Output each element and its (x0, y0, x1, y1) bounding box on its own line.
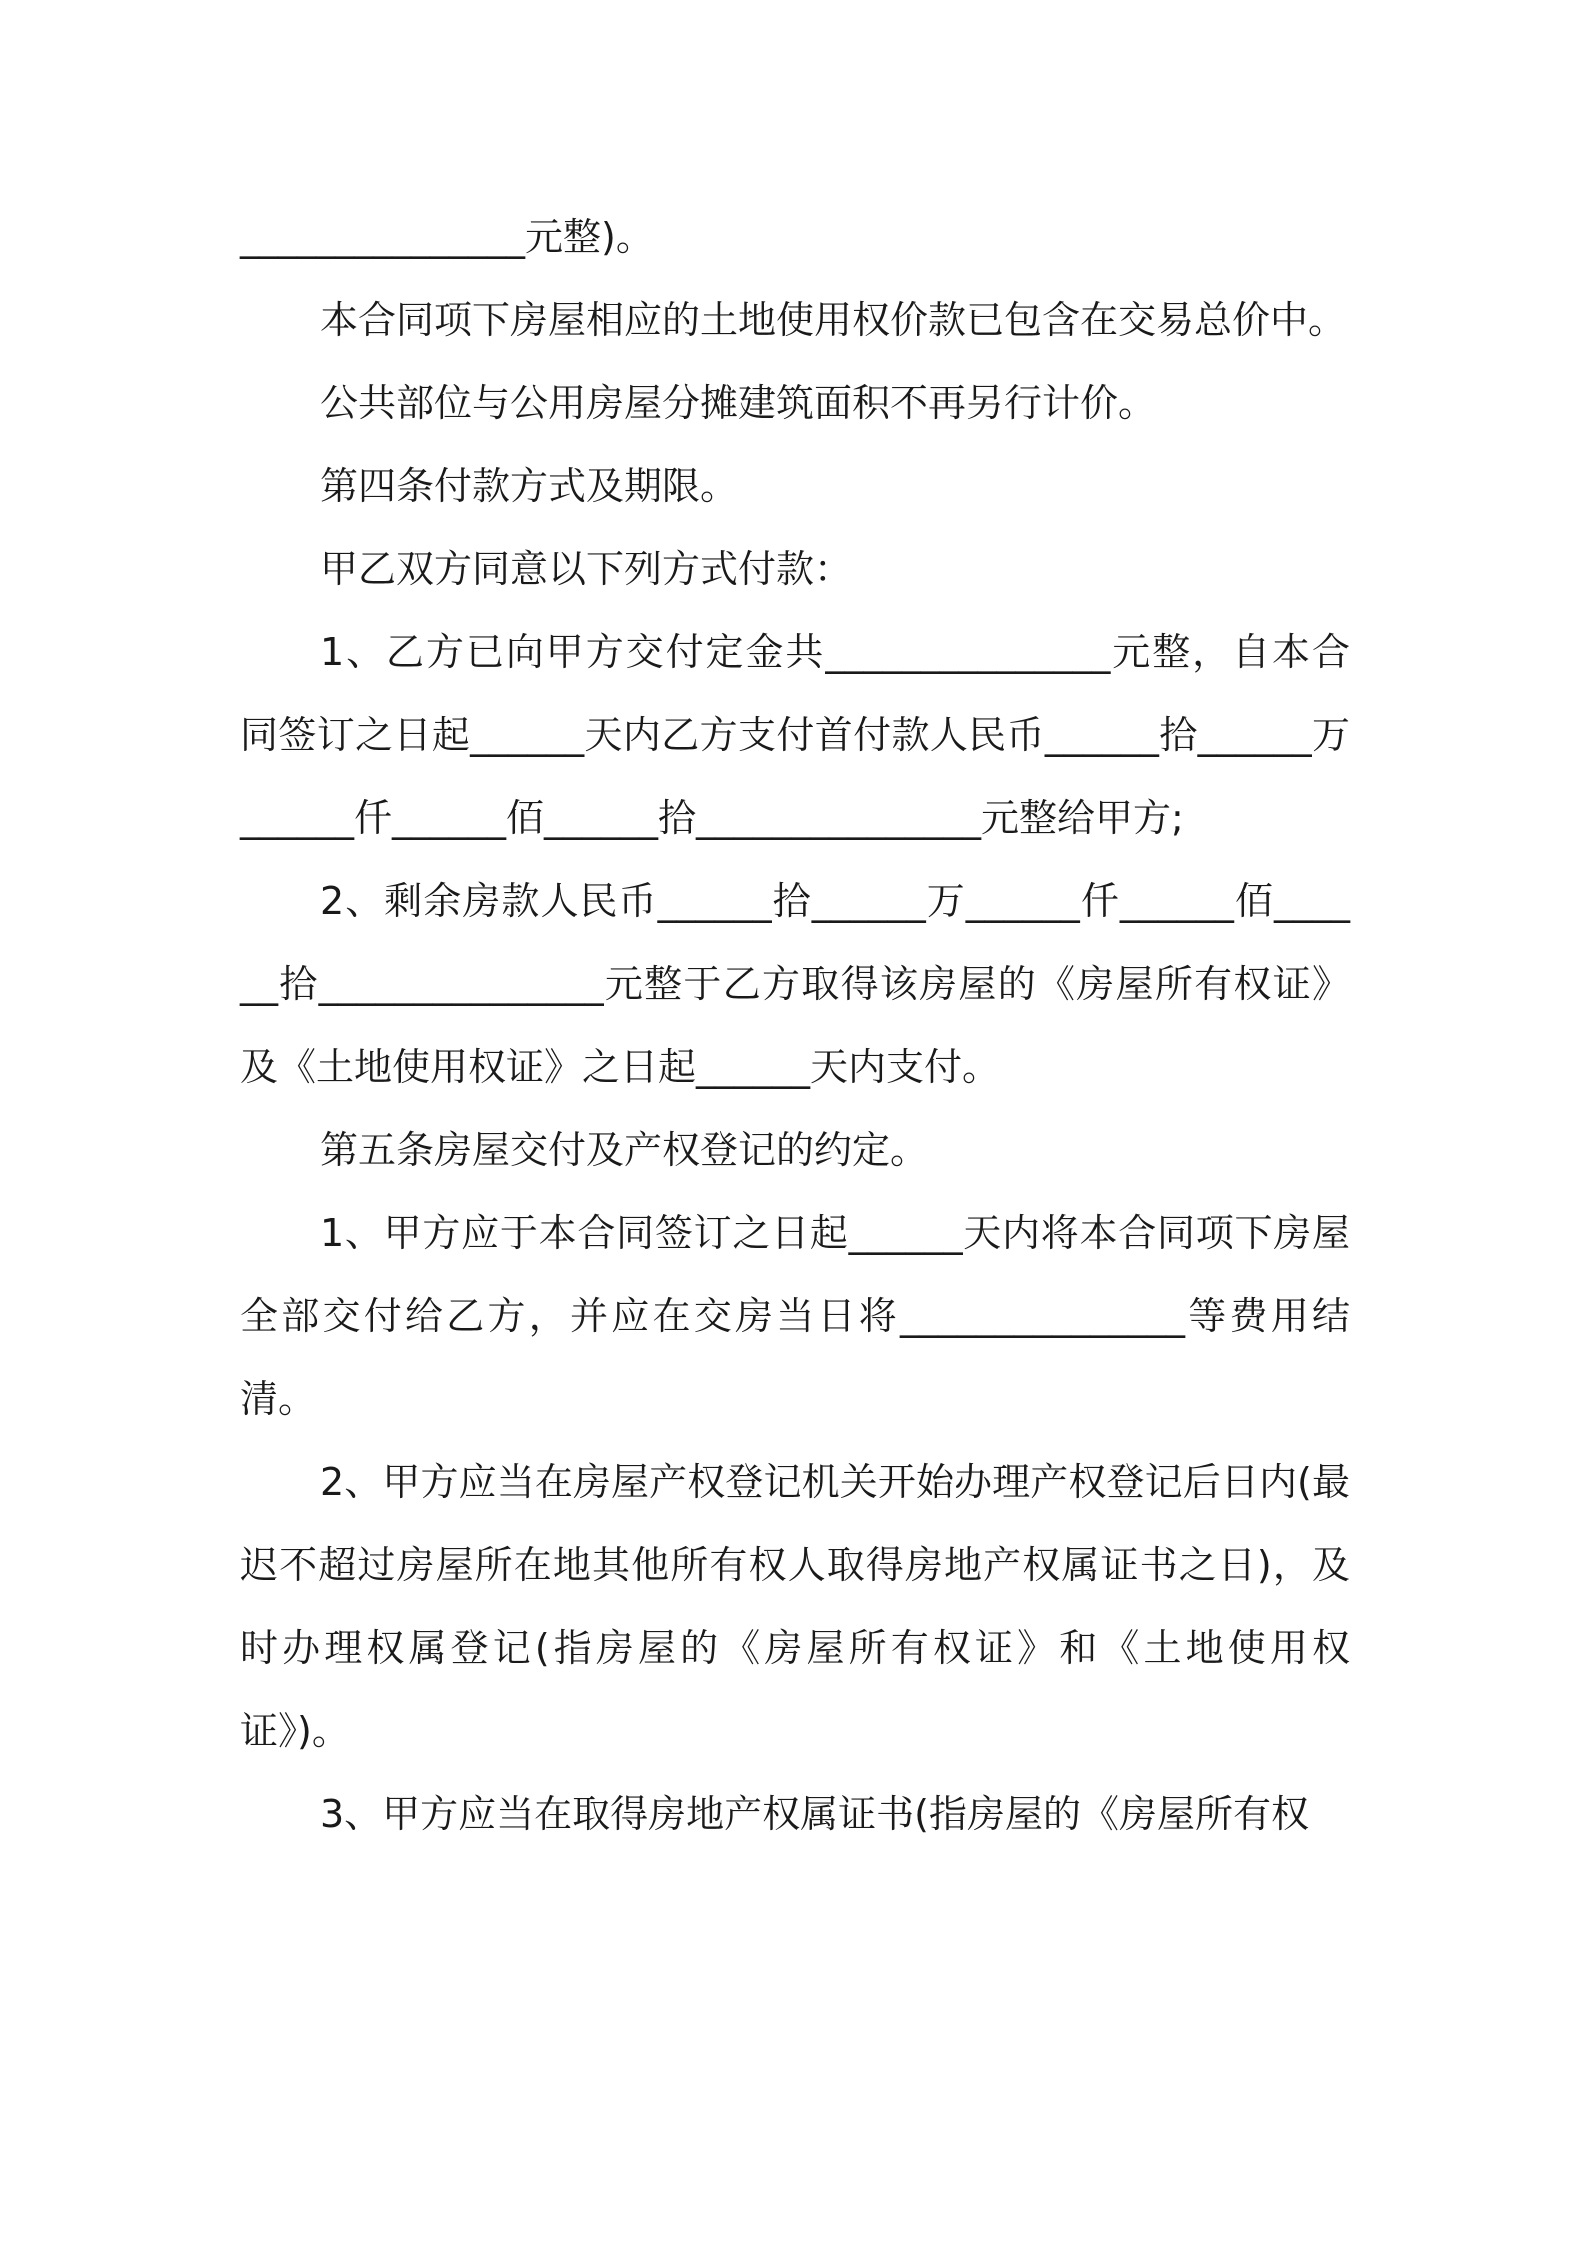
paragraph-payment-agreement: 甲乙双方同意以下列方式付款： (320, 547, 853, 591)
paragraph-price-total-end: _______________元整)。 (240, 215, 654, 259)
clause-payment-1: 1、乙方已向甲方交付定金共_______________元整，自本合同签订之日起______天内乙方支付首付款人民币______拾______万______仟______佰______拾_______________元整给甲方; (240, 630, 1350, 840)
clause-delivery-2: 2、甲方应当在房屋产权登记机关开始办理产权登记后日内(最迟不超过房屋所在地其他所有权人取得房地产权属证书之日)，及时办理权属登记(指房屋的《房屋所有权证》和《土地使用权证》)。 (240, 1460, 1350, 1753)
clause-payment-2: 2、剩余房款人民币______拾______万______仟______佰______拾_______________元整于乙方取得该房屋的《房屋所有权证》及《土地使用权证》之日起______天内支付。 (240, 879, 1350, 1089)
document-body (240, 196, 1350, 1856)
article-5-heading: 第五条房屋交付及产权登记的约定。 (320, 1128, 929, 1172)
article-4-heading: 第四条付款方式及期限。 (320, 464, 739, 508)
clause-delivery-3: 3、甲方应当在取得房地产权属证书(指房屋的《房屋所有权 (320, 1792, 1310, 1836)
clause-delivery-1: 1、甲方应于本合同签订之日起______天内将本合同项下房屋全部交付给乙方，并应在交房当日将_______________等费用结清。 (240, 1211, 1350, 1421)
paragraph-shared-area: 公共部位与公用房屋分摊建筑面积不再另行计价。 (320, 381, 1157, 425)
paragraph-land-use-price: 本合同项下房屋相应的土地使用权价款已包含在交易总价中。 (320, 298, 1347, 342)
